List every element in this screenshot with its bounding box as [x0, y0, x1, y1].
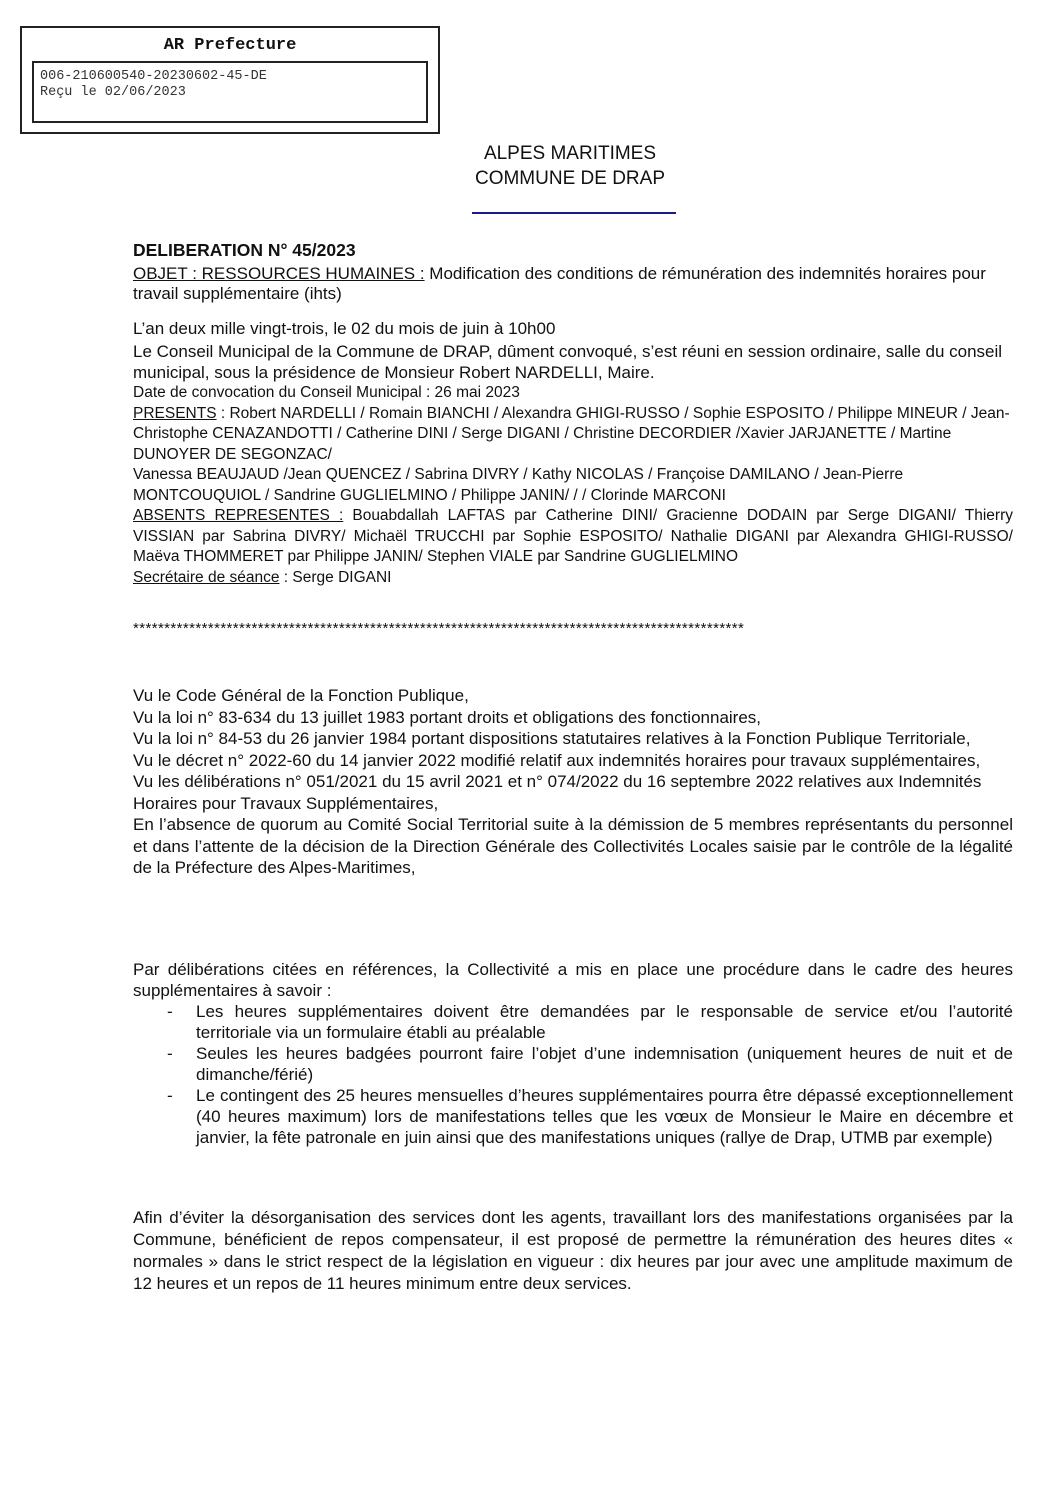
deliberation-object	[133, 264, 1013, 304]
separator-stars: **************************************************************************************************	[133, 620, 745, 637]
department-heading: ALPES MARITIMES	[483, 143, 657, 164]
presents-list	[133, 404, 1013, 466]
objet-text: Modification des conditions de rémunération des indemnités horaires pour travail supplémentaire (ihts)	[133, 264, 986, 303]
commune-heading: COMMUNE DE DRAP	[474, 168, 665, 189]
procedure-intro: Par délibérations citées en références, la Collectivité a mis en place une procédure dans le cadre des heures supplémentaires à savoir :	[133, 960, 1013, 1000]
session-info	[133, 318, 1013, 588]
convocation-date: Date de convocation du Conseil Municipal : 26 mai 2023	[133, 384, 520, 401]
secretaire-label: Secrétaire de séance	[133, 568, 280, 586]
list-item: - Seules les heures badgées pourront faire l’objet d’une indemnisation (uniquement heures de nuit et de dimanche/férié)	[133, 1043, 1013, 1085]
list-item: - Le contingent des 25 heures mensuelles d’heures supplémentaires pourra être dépassé exceptionnellement (40 heures maximum) lors de manifestations telles que les vœux de Monsieur le Maire en décembre et janvier, la fête patronale en juin ainsi que des manifestations uniques (rallye de Drap, UTMB par exemple)	[133, 1085, 1013, 1148]
prefecture-stamp	[20, 26, 440, 134]
vu-item: Vu le Code Général de la Fonction Publique,	[133, 686, 469, 705]
procedure-list	[133, 1001, 1013, 1148]
presents-label: PRESENTS	[133, 404, 217, 422]
list-item: - Les heures supplémentaires doivent être demandées par le responsable de service et/ou l’autorité territoriale via un formulaire établi au préalable	[133, 1001, 1013, 1043]
absents-names: Bouabdallah LAFTAS par Catherine DINI/ Gracienne DODAIN par Serge DIGANI/ Thierry VISSIAN par Sabrina DIVRY/ Michaël TRUCCHI par Sophie ESPOSITO/ Nathalie DIGANI par Alexandra GHIGI-RUSSO/ Maëva THOMMERET par Philippe JANIN/ Stephen VIALE par Sandrine GUGLIELMINO	[133, 507, 1013, 565]
legal-references	[133, 685, 1013, 879]
procedure-section	[133, 959, 1013, 1148]
vu-item: Vu la loi n° 84-53 du 26 janvier 1984 portant dispositions statutaires relatives à la Fonction Publique Territoriale,	[133, 729, 971, 748]
objet-label: OBJET : RESSOURCES HUMAINES :	[133, 264, 425, 283]
deliberation-number: DELIBERATION N° 45/2023	[133, 240, 356, 260]
absents-list	[133, 506, 1013, 568]
vu-item: Vu les délibérations n° 051/2021 du 15 avril 2021 et n° 074/2022 du 16 septembre 2022 relatives aux Indemnités Horaires pour Travaux Supplémentaires,	[133, 772, 982, 813]
vu-item: Vu le décret n° 2022-60 du 14 janvier 2022 modifié relatif aux indemnités horaires pour travaux supplémentaires,	[133, 750, 981, 770]
stamp-received-date: Reçu le 02/06/2023	[40, 85, 186, 100]
vu-item: En l’absence de quorum au Comité Social Territorial suite à la démission de 5 membres représentants du personnel et dans l’attente de la décision de la Direction Générale des Collectivités Locales saisie par le contrôle de la légalité de la Préfecture des Alpes-Maritimes,	[133, 815, 1013, 877]
proposal-paragraph: Afin d’éviter la désorganisation des services dont les agents, travaillant lors des manifestations organisées par la Commune, bénéficient de repos compensateur, il est proposé de permettre la rémunération des heures dites « normales » dans le strict respect de la législation en vigueur : dix heures par jour avec une amplitude maximum de 12 heures et un repos de 11 heures minimum entre deux services.	[133, 1208, 1013, 1293]
stamp-title: AR Prefecture	[163, 36, 297, 55]
absents-label: ABSENTS REPRESENTES :	[133, 507, 344, 524]
session-conseil: Le Conseil Municipal de la Commune de DRAP, dûment convoqué, s’est réuni en session ordinaire, salle du conseil municipal, sous la présidence de Monsieur Robert NARDELLI, Maire.	[133, 342, 1003, 382]
presents-list-continued: Vanessa BEAUJAUD /Jean QUENCEZ / Sabrina DIVRY / Kathy NICOLAS / Françoise DAMILANO / Jean-Pierre MONTCOUQUIOL / Sandrine GUGLIELMINO / Philippe JANIN/ / / Clorinde MARCONI	[133, 466, 904, 504]
header-underline	[472, 212, 676, 214]
presents-names: : Robert NARDELLI / Romain BIANCHI / Alexandra GHIGI-RUSSO / Sophie ESPOSITO / Philippe MINEUR / Jean-Christophe CENAZANDOTTI / Catherine DINI / Serge DIGANI / Christine DECORDIER /Xavier JARJANETTE / Martine DUNOYER DE SEGONZAC/	[133, 404, 1010, 463]
session-date: L’an deux mille vingt-trois, le 02 du mois de juin à 10h00	[133, 319, 556, 338]
vu-item: Vu la loi n° 83-634 du 13 juillet 1983 portant droits et obligations des fonctionnaires,	[133, 707, 762, 727]
secretaire-line	[133, 568, 1013, 589]
secretaire-name: : Serge DIGANI	[279, 568, 392, 586]
stamp-reference-number: 006-210600540-20230602-45-DE	[40, 69, 267, 84]
stamp-reference-box	[32, 61, 428, 123]
